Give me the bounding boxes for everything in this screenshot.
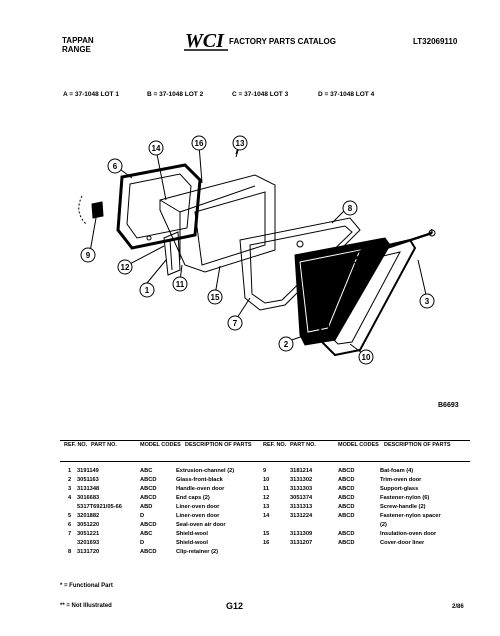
- cell-code: ABCD: [338, 504, 355, 510]
- cell-code: ABCD: [140, 477, 157, 483]
- callout-9: [80, 247, 96, 268]
- cell-desc: Seal-oven air door: [176, 522, 226, 528]
- cell-code: D: [140, 513, 145, 519]
- logo-text: WCI: [185, 30, 224, 51]
- cell-desc: Liner-oven door: [176, 504, 220, 510]
- cell-part: 3131313: [290, 504, 313, 510]
- cell-desc: Shield-wool: [176, 531, 208, 537]
- col-desc-left: DESCRIPTION OF PARTS: [185, 442, 252, 448]
- callout-14: [148, 140, 164, 161]
- table-row: [64, 486, 260, 495]
- table-row: [263, 522, 470, 531]
- table-row: [64, 504, 260, 513]
- cell-desc: Clip-retainer (2): [176, 549, 219, 555]
- col-ref-left: REF. NO.: [64, 442, 88, 448]
- figure-number: B6693: [438, 402, 459, 409]
- cell-desc: Shield-wool: [176, 540, 208, 546]
- cell-desc: Support-glass: [380, 486, 419, 492]
- callout-11: [172, 276, 188, 297]
- cell-ref: 1: [68, 468, 72, 474]
- cell-part: 3051220: [77, 522, 100, 528]
- col-part-right: PART NO.: [290, 442, 316, 448]
- table-row: [263, 477, 470, 486]
- svg-text:3: 3: [424, 297, 430, 306]
- callout-6: [107, 158, 123, 179]
- callout-13: [232, 135, 248, 156]
- exploded-parts-diagram: [60, 120, 460, 420]
- svg-text:4: 4: [429, 229, 433, 236]
- cell-part: 3051221: [77, 531, 100, 537]
- cell-code: ABC: [140, 468, 153, 474]
- cell-code: ABCD: [338, 477, 355, 483]
- table-row: [64, 531, 260, 540]
- table-row: [64, 468, 260, 477]
- col-part-left: PART NO.: [91, 442, 117, 448]
- cell-ref: 4: [68, 495, 72, 501]
- callout-3: [419, 293, 435, 314]
- page-number: G12: [226, 601, 244, 611]
- cell-part: 3181214: [290, 468, 313, 474]
- callout-12: [117, 259, 133, 280]
- cell-ref: 11: [263, 486, 270, 492]
- callout-1: [139, 282, 155, 303]
- footnote-functional: * = Functional Part: [60, 583, 113, 589]
- svg-text:13: 13: [235, 139, 245, 148]
- cell-ref: 5: [68, 513, 72, 519]
- cell-code: ABD: [140, 504, 153, 510]
- cell-part: 3051374: [290, 495, 313, 501]
- cell-code: ABCD: [140, 549, 157, 555]
- table-row: [64, 513, 260, 522]
- cell-code: ABCD: [338, 513, 355, 519]
- callout-2: [278, 336, 294, 357]
- parts-table-right: [263, 468, 470, 549]
- brand-name: [62, 36, 94, 54]
- cell-ref: 13: [263, 504, 270, 510]
- callout-15: [207, 289, 223, 310]
- table-row: [263, 513, 470, 522]
- table-row: [64, 477, 260, 486]
- cell-code: ABCD: [338, 468, 355, 474]
- callout-16: [191, 135, 207, 156]
- table-row: [263, 495, 470, 504]
- cell-code: ABCD: [338, 531, 355, 537]
- cell-code: ABCD: [338, 540, 355, 546]
- svg-text:7: 7: [232, 319, 238, 328]
- cell-part: 3016683: [77, 495, 100, 501]
- cell-ref: 15: [263, 531, 270, 537]
- svg-text:9: 9: [85, 251, 91, 260]
- cell-part: 3131303: [290, 486, 313, 492]
- col-desc-right: DESCRIPTION OF PARTS: [384, 442, 451, 448]
- table-row: [263, 504, 470, 513]
- lot-c: C = 37-1048 LOT 3: [232, 91, 289, 98]
- svg-text:10: 10: [361, 353, 371, 362]
- brand-line-2: RANGE: [62, 45, 91, 54]
- cell-ref: 10: [263, 477, 270, 483]
- cell-desc: Fastener-nylon (6): [380, 495, 430, 501]
- cell-ref: 9: [263, 468, 267, 474]
- callout-7: [227, 315, 243, 336]
- svg-text:6: 6: [112, 162, 118, 171]
- lot-d: D = 37-1048 LOT 4: [318, 91, 375, 98]
- cell-part: 3131720: [77, 549, 100, 555]
- col-codes-left: MODEL CODES: [140, 442, 181, 448]
- cell-desc: Screw-handle (2): [380, 504, 426, 510]
- cell-code: ABCD: [338, 495, 355, 501]
- parts-table-left: [64, 468, 260, 558]
- cell-code: ABCD: [140, 486, 157, 492]
- cell-ref: 8: [68, 549, 72, 555]
- cell-desc: Insulation-oven door: [380, 531, 437, 537]
- lot-a: A = 37-1048 LOT 1: [63, 91, 119, 98]
- cell-part: 3191149: [77, 468, 99, 474]
- cell-part: 3131207: [290, 540, 313, 546]
- table-row: [263, 540, 470, 549]
- cell-desc: Bat-foam (4): [380, 468, 414, 474]
- cell-ref: 2: [68, 477, 72, 483]
- cell-code: ABC: [140, 531, 153, 537]
- cell-code: D: [140, 540, 145, 546]
- cell-part: 3201693: [77, 540, 100, 546]
- lot-b: B = 37-1048 LOT 2: [147, 91, 204, 98]
- table-top-rule: [60, 440, 470, 441]
- cell-part: 3051163: [77, 477, 99, 483]
- wci-logo: [184, 29, 228, 51]
- cell-desc: Handle-oven door: [176, 486, 225, 492]
- cell-part: 3131348: [77, 486, 100, 492]
- cell-code: ABCD: [140, 495, 157, 501]
- callout-10: [358, 349, 374, 370]
- table-row: [64, 540, 260, 549]
- cell-part: 3131302: [290, 477, 313, 483]
- cell-ref: 3: [68, 486, 72, 492]
- cell-code: ABCD: [140, 522, 157, 528]
- cell-ref: 12: [263, 495, 270, 501]
- callout-4: [427, 223, 441, 241]
- table-header-rule: [60, 461, 470, 462]
- cell-desc: Liner-oven door: [176, 513, 220, 519]
- cell-code: ABCD: [338, 486, 355, 492]
- cell-ref: 16: [263, 540, 270, 546]
- cell-part: 3131224: [290, 513, 313, 519]
- svg-text:12: 12: [120, 263, 130, 272]
- svg-text:1: 1: [144, 286, 150, 295]
- cell-part: 5317T6921/05-66: [77, 504, 122, 510]
- cell-desc: End caps (2): [176, 495, 210, 501]
- cell-ref: 6: [68, 522, 72, 528]
- footnote-not-illustrated: ** = Not Illustrated: [60, 603, 112, 609]
- cell-desc: Glass-front-black: [176, 477, 223, 483]
- table-row: [263, 486, 470, 495]
- cell-desc: (2): [380, 522, 387, 528]
- cell-desc: Trim-oven door: [380, 477, 422, 483]
- revision-date: 2/86: [452, 604, 464, 610]
- cell-desc: Extrusion-channel (2): [176, 468, 235, 474]
- svg-text:11: 11: [175, 280, 185, 289]
- svg-text:2: 2: [283, 340, 289, 349]
- table-row: [64, 495, 260, 504]
- svg-text:14: 14: [151, 144, 161, 153]
- callout-8: [342, 200, 358, 221]
- svg-text:16: 16: [194, 139, 204, 148]
- cell-ref: 7: [68, 531, 72, 537]
- cell-desc: Cover-door liner: [380, 540, 425, 546]
- svg-text:15: 15: [210, 293, 220, 302]
- table-row: [263, 468, 470, 477]
- table-row: [64, 522, 260, 531]
- cell-desc: Fastener-nylon spacer: [380, 513, 441, 519]
- catalog-code: LT32069110: [413, 37, 458, 46]
- table-row: [64, 549, 260, 558]
- col-ref-right: REF. NO.: [263, 442, 287, 448]
- catalog-title: FACTORY PARTS CATALOG: [229, 37, 336, 46]
- svg-text:8: 8: [347, 204, 353, 213]
- cell-ref: 14: [263, 513, 270, 519]
- cell-part: 3131309: [290, 531, 313, 537]
- brand-line-1: TAPPAN: [62, 36, 94, 45]
- cell-part: 3201882: [77, 513, 100, 519]
- col-codes-right: MODEL CODES: [338, 442, 379, 448]
- table-row: [263, 531, 470, 540]
